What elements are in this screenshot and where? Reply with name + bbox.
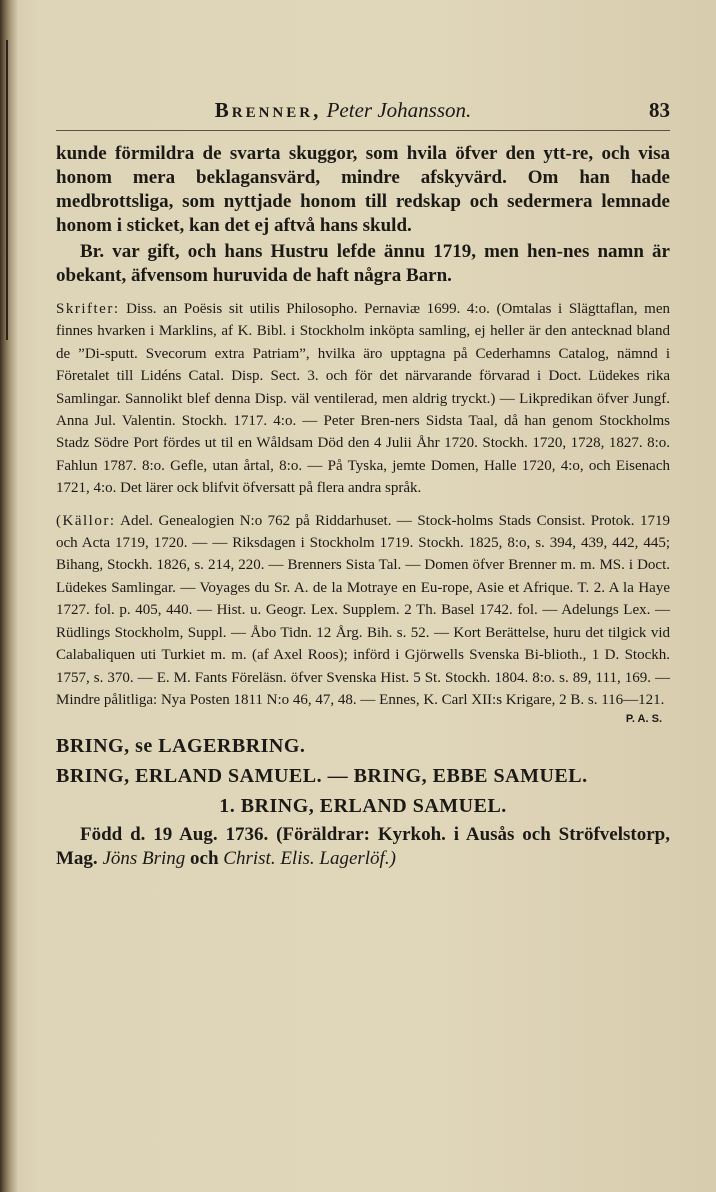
header-name: Peter Johansson. (326, 98, 472, 122)
paragraph-birth (56, 823, 670, 871)
entry-erland-samuel: 1. BRING, ERLAND SAMUEL. (219, 795, 507, 818)
and-word: och (190, 848, 219, 870)
page-number: 83 (649, 98, 670, 122)
entry-bring-family: BRING, ERLAND SAMUEL. — BRING, EBBE SAMUEL. (56, 765, 588, 788)
paragraph-continuation: kunde förmildra de svarta skuggor, som hvila öfver den ytt-re, och visa honom mera beklagansvärd, mindre afskyvärd. Om han hade medbrottsliga, som nyttjade honom till redskap och sedermera lemnade honom i sticket, kan det ej aftvå hans skuld. (56, 143, 670, 236)
birth-text: Född d. 19 Aug. 1736. (Föräldrar: Kyrkoh. i Ausås och Ströfvelstorp, Mag. (56, 824, 670, 870)
header-rule (56, 130, 670, 131)
skrifter-text: Diss. an Poësis sit utilis Philosopho. Pernaviæ 1699. 4:o. (Omtalas i Slägttaflan, men finnes hvarken i Marklins, af K. Bibl. i Stockholm inköpta samling, ej heller är den antecknad bland de ”Di-sputt. Svecorum extra Patriam”, hvilka äro upptagna på Cederhamns Catalog, nämnd i Företalet till Lidéns Catal. Disp. Sect. 3. och för det närvarande förvarad i Doct. Lüdekes rika Samlingar. Sannolikt blef denna Disp. väl ventilerad, men aldrig tryckt.) — Likpredikan öfver Jungf. Anna Jul. Valentin. Stockh. 1717. 4:o. — Peter Bren-ners Sidsta Taal, då han genom Stockholms Stadz Södre Port fördes ut til en Wåldsam Död den 4 Julii Åhr 1720. Stockh. 1720, 1728, 1827. 8:o. Fahlun 1787. 8:o. Gefle, utan årtal, 8:o. — På Tyska, jemte Domen, Halle 1720, 4:o, och Eisenach 1721, 4:o. Det lärer ock blifvit öfversatt på flera andra språk. (56, 301, 670, 497)
book-spine-shadow (0, 0, 18, 1192)
header-title (56, 98, 630, 123)
mother-name: Christ. Elis. Lagerlöf.) (223, 848, 396, 870)
kallor-text: Adel. Genealogien N:o 762 på Riddarhuset. — Stock-holms Stads Consist. Protok. 1719 och Acta 1719, 1720. — — Riksdagen i Stockholm 1719. Stockh. 1825, 8:o, s. 394, 439, 442, 445; Bihang, Stockh. 1826, s. 214, 220. — Brenners Sista Tal. — Domen öfver Brenner m. m. MS. i Doct. Lüdekes Samlingar. — Voyages du Sr. A. de la Motraye en Eu-rope, Asie et Afrique. T. 2. A la Haye 1727. fol. p. 405, 440. — Hist. u. Geogr. Lex. Supplem. 2 Th. Basel 1742. fol. — Adelungs Lex. — Rüdlings Stockholm, Suppl. — Åbo Tidn. 12 Årg. Bih. s. 52. — Kort Berättelse, huru det tilgick vid Calabaliquen uti Turkiet m. m. (af Axel Roos); införd i Gjörwells Svenska Bi-blioth., 1 D. Stockh. 1757, s. 370. — E. M. Fants Föreläsn. öfver Svenska Hist. 5 St. Stockh. 1804. 8:o. s. 89, 111, 169. — Mindre pålitliga: Nya Posten 1811 N:o 46, 47, 48. — Ennes, K. Carl XII:s Krigare, 2 B. s. 116—121. (56, 512, 670, 708)
kallor-section (56, 510, 670, 712)
skrifter-section (56, 298, 670, 500)
author-signature: P. A. S. (625, 713, 662, 726)
header-surname: Brenner, (214, 98, 322, 122)
binding-edge (6, 40, 8, 340)
page-body (56, 142, 670, 871)
kallor-label: (Källor: (56, 512, 116, 529)
skrifter-label: Skrifter: (56, 301, 120, 317)
paragraph-family: Br. var gift, och hans Hustru lefde ännu 1719, men hen-nes namn är obekant, äfvensom huruvida de haft några Barn. (56, 241, 670, 286)
running-header (56, 98, 670, 128)
entry-bring-reference: BRING, se LAGERBRING. (56, 735, 306, 758)
father-name: Jöns Bring (102, 848, 186, 870)
